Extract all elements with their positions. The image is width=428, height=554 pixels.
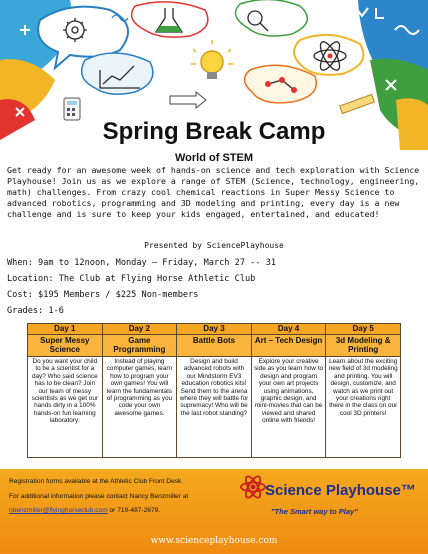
class-description-cell bbox=[102, 357, 177, 458]
cost-line: Cost: $195 Members / $225 Non-members bbox=[7, 290, 199, 300]
brand-name: Science Playhouse™ bbox=[265, 482, 416, 499]
class-name: Battle Bots bbox=[177, 335, 252, 357]
class-description: Do you want your child to be a scientist for a day? Who said science has to be clean? Join our team of messy scientists as we get our hands dirty in a 100% hands-on fun learning laboratory: bbox=[31, 358, 98, 425]
day-header: Day 1 bbox=[28, 324, 103, 335]
brand-tagline: "The Smart way to Play" bbox=[271, 507, 358, 516]
class-name: Super Messy Science bbox=[28, 335, 103, 357]
registration-note: Registration forms available at the Athletic Club Front Desk. bbox=[9, 478, 184, 485]
class-description: Design and build advanced robots with our Mindstorm EV3 education robotics kits! Send them to the arena where they will battle for supremacy! Who will be the last robot standing? bbox=[179, 358, 249, 417]
class-name: Art – Tech Design bbox=[251, 335, 326, 357]
contact-details bbox=[9, 507, 160, 514]
page-title: Spring Break Camp bbox=[102, 118, 326, 145]
schedule-descriptions-row bbox=[28, 357, 401, 458]
class-description: Explore your creative side as you learn how to design and program your own art projects using animations, graphic design, and mini-movies that can be viewed and shared online with friends! bbox=[254, 358, 324, 425]
class-description: Instead of playing computer games, learn how to program your own games! You will learn the fundamentals of programming as you code your own awesome games. bbox=[106, 358, 173, 417]
email-link[interactable]: nbenzmiller@flyinghorseclub.com bbox=[9, 507, 108, 514]
day-header: Day 5 bbox=[326, 324, 401, 335]
class-description-cell bbox=[177, 357, 252, 458]
contact-note: For additional information please contact Nancy Benzmiller at bbox=[9, 493, 189, 500]
day-header: Day 4 bbox=[251, 324, 326, 335]
schedule-names-row bbox=[28, 335, 401, 357]
intro-paragraph: Get ready for an awesome week of hands-on science and tech exploration with Science Playhouse! Join us as we explore a range of STEM (Science, technology, engineering, math) challenges. From crazy cool chemical reactions in Super Messy Science to advanced robotics, programming and 3D modeling and printing, every day is a new challenge and is sure to keep your kids engaged, entertained, and educated! bbox=[7, 165, 420, 219]
phone-text: or 719-487-2679. bbox=[107, 507, 161, 514]
page-subtitle: World of STEM bbox=[174, 152, 253, 164]
schedule-days-row bbox=[28, 324, 401, 335]
class-description-cell bbox=[326, 357, 401, 458]
atom-logo-icon bbox=[239, 473, 267, 501]
location-line: Location: The Club at Flying Horse Athletic Club bbox=[7, 274, 256, 284]
website-link[interactable]: www.scienceplayhouse.com bbox=[150, 536, 278, 546]
schedule-table bbox=[27, 323, 401, 458]
grades-line: Grades: 1-6 bbox=[7, 306, 64, 316]
class-description-cell bbox=[28, 357, 103, 458]
class-description-cell bbox=[251, 357, 326, 458]
when-line: When: 9am to 12noon, Monday – Friday, March 27 -- 31 bbox=[7, 258, 277, 268]
footer-banner bbox=[0, 469, 428, 554]
presented-by: Presented by SciencePlayhouse bbox=[144, 241, 284, 250]
day-header: Day 3 bbox=[177, 324, 252, 335]
day-header: Day 2 bbox=[102, 324, 177, 335]
class-name: 3d Modeling & Printing bbox=[326, 335, 401, 357]
class-description: Learn about the exciting new field of 3d modeling and printing. You will design, customize, and watch as we print out your creations right there in the class on our cool 3D printers! bbox=[328, 358, 398, 417]
class-name: Game Programming bbox=[102, 335, 177, 357]
